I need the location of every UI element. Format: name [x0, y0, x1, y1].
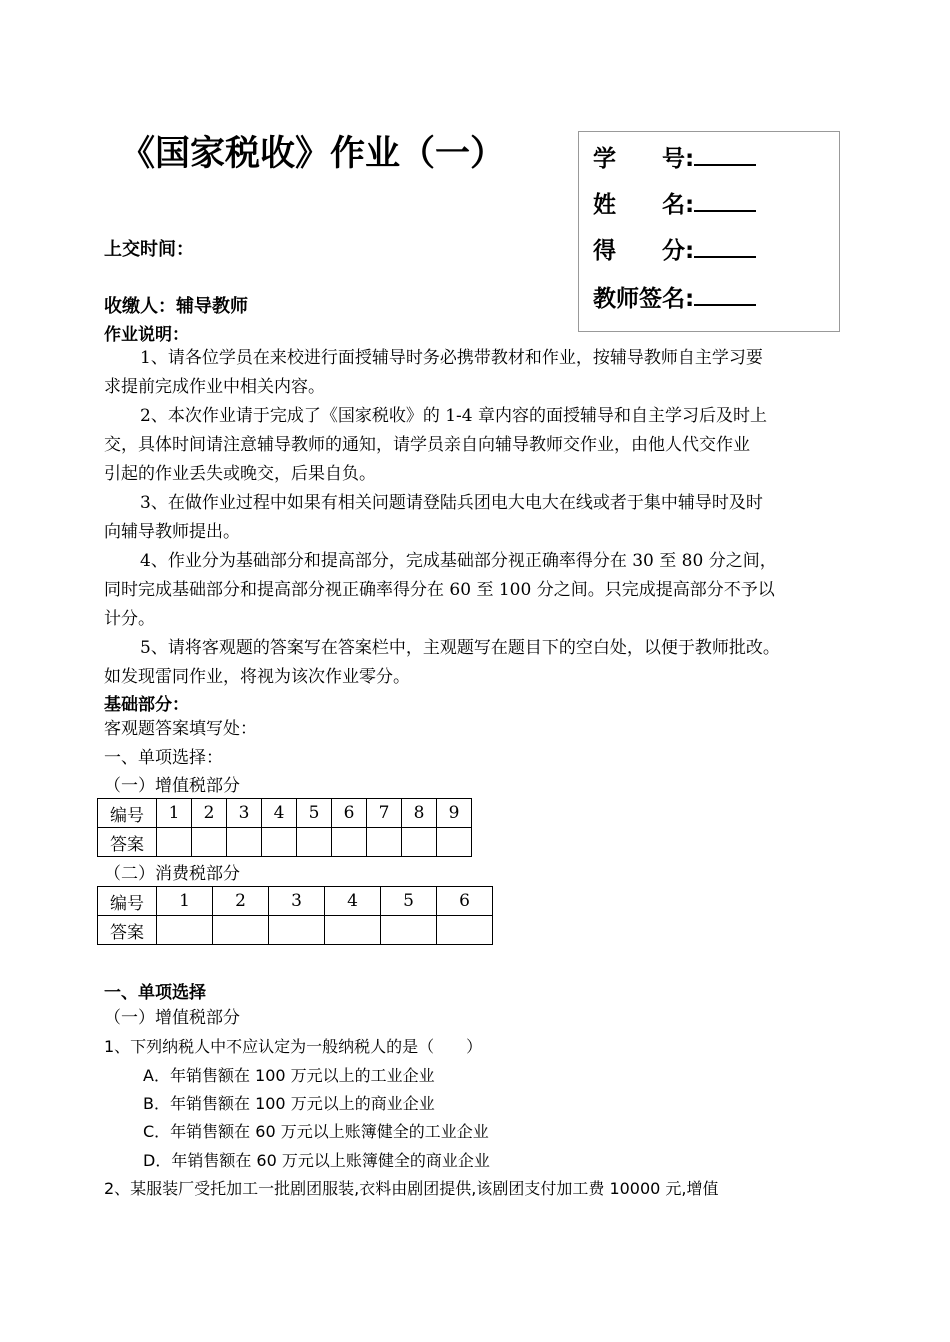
vat-answer-cell[interactable] — [157, 828, 192, 857]
teacher-sign-blank[interactable] — [694, 284, 756, 306]
page-title: 《国家税收》作业（一） — [120, 134, 506, 174]
q2-stem: 2、某服装厂受托加工一批剧团服装,衣料由剧团提供,该剧团支付加工费 10000 元,增值 — [104, 1179, 719, 1198]
answer-fill-label: 客观题答案填写处： — [104, 719, 257, 739]
instruction-3-line-2: 向辅导教师提出。 — [104, 522, 240, 542]
consumption-number-cell: 2 — [213, 887, 269, 916]
consumption-number-row — [98, 887, 493, 916]
consumption-number-cell: 6 — [437, 887, 493, 916]
vat-answer-cell[interactable] — [332, 828, 367, 857]
vat-answer-row — [98, 828, 472, 857]
q1-option-b: B．年销售额在 100 万元以上的商业企业 — [143, 1094, 435, 1113]
score-label: 得 分: — [593, 238, 695, 264]
vat-answer-cell[interactable] — [227, 828, 262, 857]
instruction-2-line-3: 引起的作业丢失或晚交，后果自负。 — [104, 464, 376, 484]
q1-option-d: D．年销售额在 60 万元以上账簿健全的商业企业 — [143, 1151, 490, 1170]
consumption-number-cell: 4 — [325, 887, 381, 916]
basic-heading: 基础部分： — [104, 695, 189, 715]
vat-number-cell: 9 — [437, 799, 472, 828]
teacher-sign-row — [593, 280, 756, 313]
consumption-number-cell: 5 — [381, 887, 437, 916]
consumption-answer-cell[interactable] — [269, 916, 325, 945]
consumption-answer-cell[interactable] — [437, 916, 493, 945]
instruction-4-line-1: 4、作业分为基础部分和提高部分，完成基础部分视正确率得分在 30 至 80 分之间， — [140, 551, 777, 571]
instruction-5-line-1: 5、请将客观题的答案写在答案栏中，主观题写在题目下的空白处，以便于教师批改。 — [140, 638, 780, 658]
single-choice-label: 一、单项选择： — [104, 748, 223, 768]
vat-number-cell: 5 — [297, 799, 332, 828]
consumption-answer-cell[interactable] — [381, 916, 437, 945]
student-no-label: 学 号: — [593, 146, 695, 172]
instruction-3-line-1: 3、在做作业过程中如果有相关问题请登陆兵团电大电大在线或者于集中辅导时及时 — [140, 493, 763, 513]
vat-answer-header: 答案 — [98, 828, 157, 857]
instructions-heading: 作业说明： — [104, 325, 189, 345]
consumption-answer-row — [98, 916, 493, 945]
vat-number-cell: 6 — [332, 799, 367, 828]
consumption-number-cell: 3 — [269, 887, 325, 916]
vat-answer-table — [97, 798, 472, 857]
instruction-4-line-2: 同时完成基础部分和提高部分视正确率得分在 60 至 100 分之间。只完成提高部分不予以 — [104, 580, 775, 600]
vat-answer-cell[interactable] — [402, 828, 437, 857]
q1-option-a: A．年销售额在 100 万元以上的工业企业 — [143, 1066, 435, 1085]
collector-label: 收缴人：辅导教师 — [104, 296, 248, 317]
section1-sub: （一）增值税部分 — [104, 1008, 240, 1028]
q1-option-c: C．年销售额在 60 万元以上账簿健全的工业企业 — [143, 1122, 489, 1141]
vat-number-row — [98, 799, 472, 828]
consumption-answer-table — [97, 886, 493, 945]
score-blank[interactable] — [694, 236, 756, 258]
consumption-answer-header: 答案 — [98, 916, 157, 945]
consumption-number-header: 编号 — [98, 887, 157, 916]
instruction-4-line-3: 计分。 — [104, 609, 155, 629]
consumption-answer-cell[interactable] — [157, 916, 213, 945]
vat-answer-cell[interactable] — [367, 828, 402, 857]
q1-stem: 1、下列纳税人中不应认定为一般纳税人的是（ ） — [104, 1037, 483, 1056]
vat-answer-cell[interactable] — [262, 828, 297, 857]
consumption-number-cell: 1 — [157, 887, 213, 916]
vat-number-cell: 4 — [262, 799, 297, 828]
vat-answer-cell[interactable] — [192, 828, 227, 857]
vat-number-cell: 7 — [367, 799, 402, 828]
name-blank[interactable] — [694, 190, 756, 212]
score-row — [593, 232, 756, 265]
consumption-section-label: （二）消费税部分 — [104, 864, 240, 884]
name-label: 姓 名: — [593, 192, 695, 218]
consumption-answer-cell[interactable] — [325, 916, 381, 945]
student-info-box — [578, 131, 840, 332]
instruction-5-line-2: 如发现雷同作业，将视为该次作业零分。 — [104, 667, 410, 687]
vat-answer-cell[interactable] — [297, 828, 332, 857]
vat-number-cell: 3 — [227, 799, 262, 828]
instructions-block — [104, 344, 780, 692]
section1-heading: 一、单项选择 — [104, 983, 206, 1003]
vat-number-header: 编号 — [98, 799, 157, 828]
teacher-sign-label: 教师签名: — [593, 286, 695, 312]
instruction-1-line-2: 求提前完成作业中相关内容。 — [104, 377, 325, 397]
vat-answer-cell[interactable] — [437, 828, 472, 857]
vat-number-cell: 2 — [192, 799, 227, 828]
submit-time-label: 上交时间： — [104, 239, 194, 260]
vat-number-cell: 8 — [402, 799, 437, 828]
instruction-2-line-1: 2、本次作业请于完成了《国家税收》的 1-4 章内容的面授辅导和自主学习后及时上 — [140, 406, 767, 426]
vat-section-label: （一）增值税部分 — [104, 776, 240, 796]
consumption-answer-cell[interactable] — [213, 916, 269, 945]
instruction-1-line-1: 1、请各位学员在来校进行面授辅导时务必携带教材和作业，按辅导教师自主学习要 — [140, 348, 763, 368]
vat-number-cell: 1 — [157, 799, 192, 828]
instruction-2-line-2: 交，具体时间请注意辅导教师的通知，请学员亲自向辅导教师交作业，由他人代交作业 — [104, 435, 750, 455]
student-no-row — [593, 140, 756, 173]
student-no-blank[interactable] — [694, 144, 756, 166]
name-row — [593, 186, 756, 219]
